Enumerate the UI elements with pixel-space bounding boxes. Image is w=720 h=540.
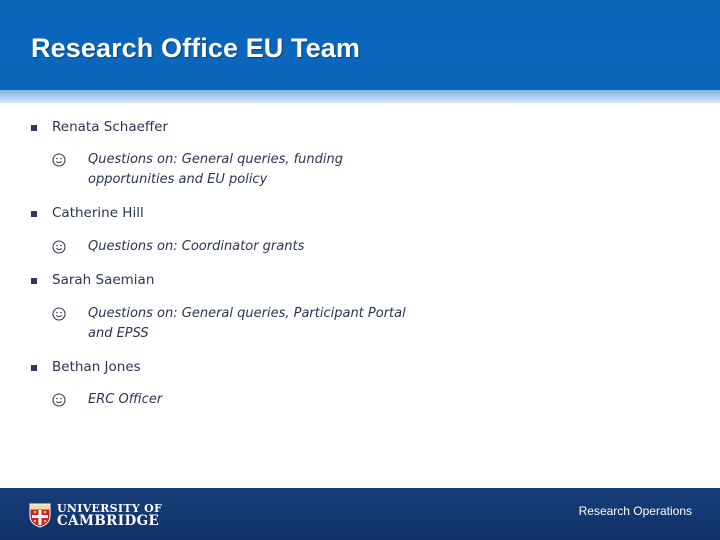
square-bullet-icon xyxy=(31,211,37,217)
person-details xyxy=(88,150,418,190)
person-details xyxy=(88,304,418,344)
smiley-face-icon xyxy=(52,307,66,321)
slide-title: Research Office EU Team xyxy=(31,33,360,63)
cambridge-crest-icon xyxy=(29,503,51,528)
person-name: Catherine Hill xyxy=(52,205,144,221)
person-name: Renata Schaeffer xyxy=(52,119,169,135)
square-bullet-icon xyxy=(31,125,37,131)
person-details xyxy=(88,237,418,257)
details-line: opportunities and EU policy xyxy=(88,172,268,187)
smiley-face-icon xyxy=(52,393,66,407)
smiley-face-icon xyxy=(52,240,66,254)
person-name: Bethan Jones xyxy=(52,359,141,375)
details-line: Questions on: General queries, funding xyxy=(88,152,344,167)
person-name: Sarah Saemian xyxy=(52,272,155,288)
footer-department: Research Operations xyxy=(578,504,692,518)
square-bullet-icon xyxy=(31,278,37,284)
details-line: Questions on: Coordinator grants xyxy=(88,239,305,254)
smiley-face-icon xyxy=(52,153,66,167)
square-bullet-icon xyxy=(31,365,37,371)
logo-text-line2: CAMBRIDGE xyxy=(57,513,160,529)
details-line: ERC Officer xyxy=(88,392,163,407)
person-details xyxy=(88,390,418,410)
details-line: and EPSS xyxy=(88,326,149,341)
logo-text-line1: UNIVERSITY OF xyxy=(57,502,163,515)
details-line: Questions on: General queries, Participant Portal xyxy=(88,306,406,321)
